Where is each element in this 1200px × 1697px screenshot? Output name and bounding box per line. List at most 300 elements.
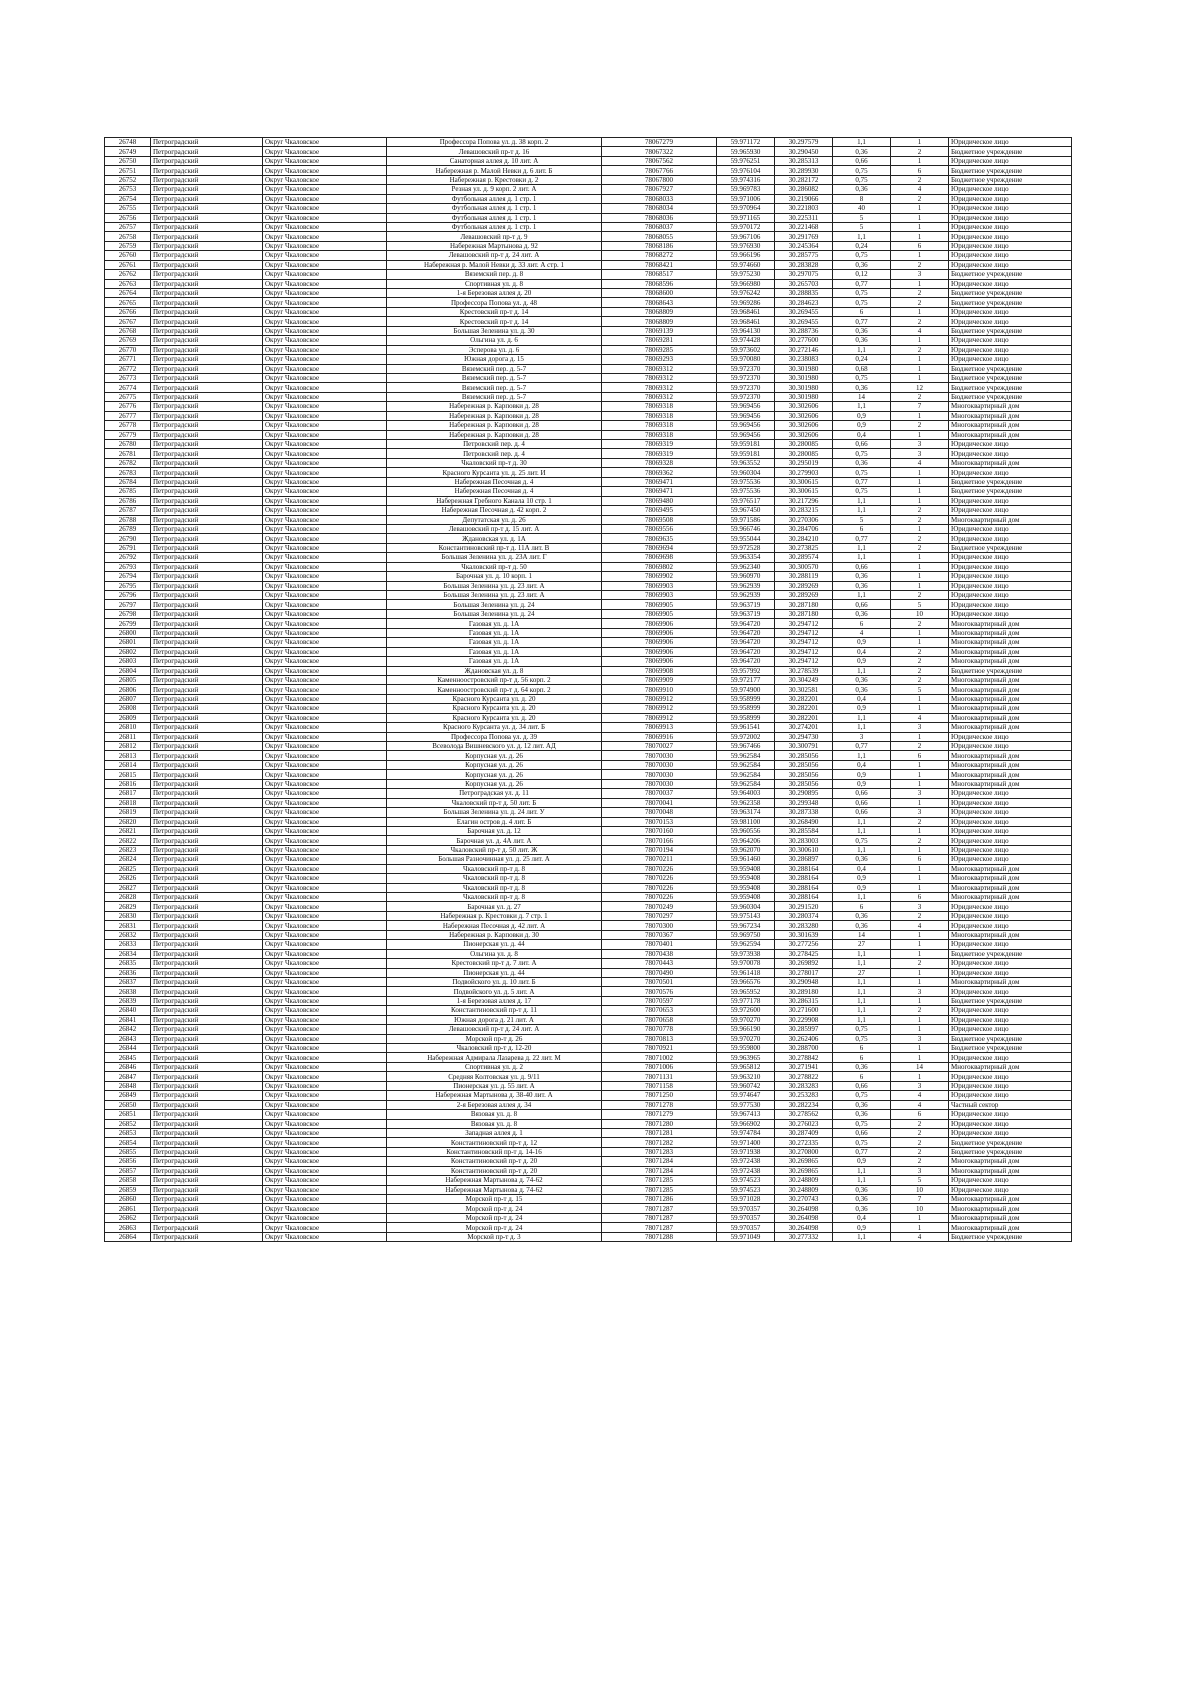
cell-address: Большая Зеленина ул. д. 23 лит. А — [387, 581, 602, 590]
cell-municipal-okrug: Округ Чкаловское — [263, 1147, 387, 1156]
cell-district: Петроградский — [151, 836, 263, 845]
cell-quantity: 1 — [891, 826, 949, 835]
cell-latitude: 59.963210 — [717, 1072, 775, 1081]
cell-owner-type: Юридическое лицо — [949, 345, 1072, 354]
cell-row-number: 26840 — [105, 1006, 151, 1015]
cell-quantity: 1 — [891, 1223, 949, 1232]
cell-quantity: 1 — [891, 251, 949, 260]
cell-longitude: 30.286315 — [775, 996, 833, 1005]
cell-object-code: 78069906 — [602, 638, 717, 647]
table-row — [105, 930, 1072, 939]
cell-owner-type: Юридическое лицо — [949, 968, 1072, 977]
cell-object-code: 78070249 — [602, 902, 717, 911]
cell-address: Крестовский пр-т д. 7 лит. А — [387, 959, 602, 968]
cell-owner-type: Юридическое лицо — [949, 742, 1072, 751]
cell-volume: 0,4 — [833, 694, 891, 703]
cell-owner-type: Многоквартирный дом — [949, 723, 1072, 732]
cell-row-number: 26783 — [105, 468, 151, 477]
table-row — [105, 1062, 1072, 1071]
cell-address: Морской пр-т д. 24 — [387, 1223, 602, 1232]
table-row — [105, 1195, 1072, 1204]
cell-volume: 6 — [833, 524, 891, 533]
cell-district: Петроградский — [151, 138, 263, 147]
cell-object-code: 78068596 — [602, 279, 717, 288]
cell-volume: 0,75 — [833, 1025, 891, 1034]
cell-district: Петроградский — [151, 449, 263, 458]
cell-longitude: 30.285056 — [775, 751, 833, 760]
table-row — [105, 147, 1072, 156]
cell-latitude: 59.962939 — [717, 591, 775, 600]
cell-quantity: 2 — [891, 666, 949, 675]
cell-quantity: 4 — [891, 921, 949, 930]
cell-address: Большая Зеленина ул. д. 30 — [387, 326, 602, 335]
cell-latitude: 59.972528 — [717, 543, 775, 552]
cell-district: Петроградский — [151, 1185, 263, 1194]
table-row — [105, 893, 1072, 902]
cell-row-number: 26816 — [105, 779, 151, 788]
cell-address: Чкаловский пр-т д. 50 лит. Ж — [387, 845, 602, 854]
cell-object-code: 78071284 — [602, 1166, 717, 1175]
cell-owner-type: Бюджетное учреждение — [949, 298, 1072, 307]
cell-quantity: 4 — [891, 185, 949, 194]
cell-latitude: 59.970078 — [717, 959, 775, 968]
cell-quantity: 1 — [891, 798, 949, 807]
cell-longitude: 30.297579 — [775, 138, 833, 147]
cell-address: Футбольная аллея д. 1 стр. 1 — [387, 204, 602, 213]
cell-district: Петроградский — [151, 430, 263, 439]
cell-address: Чкаловский пр-т д. 50 лит. Б — [387, 798, 602, 807]
cell-municipal-okrug: Округ Чкаловское — [263, 1025, 387, 1034]
cell-quantity: 1 — [891, 732, 949, 741]
cell-latitude: 59.959408 — [717, 874, 775, 883]
cell-row-number: 26775 — [105, 392, 151, 401]
cell-longitude: 30.285584 — [775, 826, 833, 835]
cell-longitude: 30.300615 — [775, 487, 833, 496]
cell-longitude: 30.217296 — [775, 496, 833, 505]
cell-object-code: 78069318 — [602, 430, 717, 439]
cell-owner-type: Юридическое лицо — [949, 185, 1072, 194]
cell-latitude: 59.966576 — [717, 977, 775, 986]
cell-owner-type: Бюджетное учреждение — [949, 949, 1072, 958]
cell-longitude: 30.294730 — [775, 732, 833, 741]
cell-volume: 0,36 — [833, 1204, 891, 1213]
cell-address: Левашовский пр-т д. 15 лит. А — [387, 524, 602, 533]
cell-address: Пионерская ул. д. 44 — [387, 940, 602, 949]
cell-owner-type: Юридическое лицо — [949, 156, 1072, 165]
cell-quantity: 5 — [891, 685, 949, 694]
cell-owner-type: Многоквартирный дом — [949, 704, 1072, 713]
cell-owner-type: Многоквартирный дом — [949, 694, 1072, 703]
cell-municipal-okrug: Округ Чкаловское — [263, 638, 387, 647]
cell-row-number: 26761 — [105, 260, 151, 269]
cell-municipal-okrug: Округ Чкаловское — [263, 373, 387, 382]
cell-row-number: 26763 — [105, 279, 151, 288]
cell-latitude: 59.955044 — [717, 534, 775, 543]
cell-row-number: 26856 — [105, 1157, 151, 1166]
cell-row-number: 26820 — [105, 817, 151, 826]
cell-municipal-okrug: Округ Чкаловское — [263, 845, 387, 854]
cell-row-number: 26863 — [105, 1223, 151, 1232]
table-row — [105, 402, 1072, 411]
cell-district: Петроградский — [151, 543, 263, 552]
cell-municipal-okrug: Округ Чкаловское — [263, 194, 387, 203]
table-row — [105, 1072, 1072, 1081]
cell-row-number: 26817 — [105, 789, 151, 798]
cell-object-code: 78070297 — [602, 911, 717, 920]
cell-object-code: 78069903 — [602, 581, 717, 590]
cell-district: Петроградский — [151, 1100, 263, 1109]
cell-row-number: 26849 — [105, 1091, 151, 1100]
cell-municipal-okrug: Округ Чкаловское — [263, 289, 387, 298]
cell-quantity: 6 — [891, 166, 949, 175]
cell-latitude: 59.972002 — [717, 732, 775, 741]
cell-longitude: 30.269865 — [775, 1157, 833, 1166]
cell-row-number: 26807 — [105, 694, 151, 703]
cell-owner-type: Многоквартирный дом — [949, 883, 1072, 892]
cell-latitude: 59.972370 — [717, 373, 775, 382]
cell-object-code: 78069319 — [602, 440, 717, 449]
cell-object-code: 78069328 — [602, 458, 717, 467]
cell-owner-type: Юридическое лицо — [949, 317, 1072, 326]
cell-municipal-okrug: Округ Чкаловское — [263, 1185, 387, 1194]
cell-quantity: 2 — [891, 289, 949, 298]
cell-district: Петроградский — [151, 911, 263, 920]
cell-object-code: 78069802 — [602, 562, 717, 571]
table-row — [105, 826, 1072, 835]
table-row — [105, 628, 1072, 637]
cell-address: Константиновский пр-т д. 20 — [387, 1157, 602, 1166]
cell-volume: 0,36 — [833, 336, 891, 345]
cell-owner-type: Юридическое лицо — [949, 506, 1072, 515]
cell-volume: 1,1 — [833, 138, 891, 147]
cell-owner-type: Юридическое лицо — [949, 241, 1072, 250]
cell-district: Петроградский — [151, 355, 263, 364]
cell-object-code: 78071131 — [602, 1072, 717, 1081]
cell-longitude: 30.301980 — [775, 383, 833, 392]
cell-quantity: 2 — [891, 1128, 949, 1137]
cell-object-code: 78070813 — [602, 1034, 717, 1043]
cell-latitude: 59.972370 — [717, 383, 775, 392]
cell-owner-type: Юридическое лицо — [949, 1025, 1072, 1034]
cell-district: Петроградский — [151, 175, 263, 184]
cell-latitude: 59.976251 — [717, 156, 775, 165]
cell-owner-type: Бюджетное учреждение — [949, 383, 1072, 392]
table-row — [105, 458, 1072, 467]
cell-district: Петроградский — [151, 534, 263, 543]
cell-address: Депутатская ул. д. 26 — [387, 515, 602, 524]
cell-district: Петроградский — [151, 1138, 263, 1147]
cell-row-number: 26748 — [105, 138, 151, 147]
cell-address: Красного Курсанта ул. д. 20 — [387, 694, 602, 703]
cell-district: Петроградский — [151, 232, 263, 241]
cell-volume: 6 — [833, 1044, 891, 1053]
cell-address: Корпусная ул. д. 26 — [387, 751, 602, 760]
cell-quantity: 5 — [891, 600, 949, 609]
cell-owner-type: Бюджетное учреждение — [949, 147, 1072, 156]
cell-object-code: 78071281 — [602, 1128, 717, 1137]
cell-district: Петроградский — [151, 760, 263, 769]
cell-longitude: 30.248809 — [775, 1176, 833, 1185]
cell-district: Петроградский — [151, 1147, 263, 1156]
cell-municipal-okrug: Округ Чкаловское — [263, 657, 387, 666]
cell-quantity: 3 — [891, 987, 949, 996]
cell-row-number: 26850 — [105, 1100, 151, 1109]
cell-municipal-okrug: Округ Чкаловское — [263, 232, 387, 241]
cell-municipal-okrug: Округ Чкаловское — [263, 411, 387, 420]
cell-object-code: 78070037 — [602, 789, 717, 798]
cell-quantity: 6 — [891, 855, 949, 864]
cell-longitude: 30.269455 — [775, 307, 833, 316]
table-row — [105, 553, 1072, 562]
cell-object-code: 78069912 — [602, 694, 717, 703]
cell-object-code: 78069905 — [602, 609, 717, 618]
cell-quantity: 2 — [891, 619, 949, 628]
cell-row-number: 26800 — [105, 628, 151, 637]
table-row — [105, 845, 1072, 854]
cell-district: Петроградский — [151, 1053, 263, 1062]
cell-owner-type: Юридическое лицо — [949, 1128, 1072, 1137]
cell-address: Вяземский пер. д. 5-7 — [387, 364, 602, 373]
cell-municipal-okrug: Округ Чкаловское — [263, 996, 387, 1005]
cell-address: Набережная Песочная д. 4 — [387, 487, 602, 496]
table-row — [105, 138, 1072, 147]
cell-latitude: 59.970964 — [717, 204, 775, 213]
cell-latitude: 59.960304 — [717, 902, 775, 911]
cell-latitude: 59.966190 — [717, 1025, 775, 1034]
cell-object-code: 78069905 — [602, 600, 717, 609]
cell-row-number: 26802 — [105, 647, 151, 656]
cell-district: Петроградский — [151, 1166, 263, 1175]
cell-municipal-okrug: Округ Чкаловское — [263, 534, 387, 543]
cell-longitude: 30.304249 — [775, 675, 833, 684]
cell-owner-type: Юридическое лицо — [949, 222, 1072, 231]
cell-district: Петроградский — [151, 194, 263, 203]
cell-row-number: 26812 — [105, 742, 151, 751]
cell-volume: 0,77 — [833, 279, 891, 288]
cell-object-code: 78071286 — [602, 1195, 717, 1204]
cell-quantity: 4 — [891, 458, 949, 467]
cell-district: Петроградский — [151, 1006, 263, 1015]
cell-address: Чкаловский пр-т д. 8 — [387, 883, 602, 892]
cell-owner-type: Юридическое лицо — [949, 1091, 1072, 1100]
cell-volume: 5 — [833, 222, 891, 231]
cell-quantity: 14 — [891, 1062, 949, 1071]
cell-address: Большая Зеленина ул. д. 23 лит. А — [387, 591, 602, 600]
cell-longitude: 30.294712 — [775, 638, 833, 647]
cell-volume: 0,75 — [833, 175, 891, 184]
cell-row-number: 26760 — [105, 251, 151, 260]
cell-address: Ждановская ул. д. 8 — [387, 666, 602, 675]
cell-quantity: 1 — [891, 336, 949, 345]
cell-municipal-okrug: Округ Чкаловское — [263, 666, 387, 675]
cell-row-number: 26860 — [105, 1195, 151, 1204]
cell-object-code: 78067562 — [602, 156, 717, 165]
cell-object-code: 78069508 — [602, 515, 717, 524]
cell-row-number: 26767 — [105, 317, 151, 326]
cell-municipal-okrug: Округ Чкаловское — [263, 1166, 387, 1175]
cell-address: Ольгина ул. д. 6 — [387, 336, 602, 345]
cell-quantity: 1 — [891, 628, 949, 637]
cell-district: Петроградский — [151, 675, 263, 684]
cell-latitude: 59.963719 — [717, 600, 775, 609]
cell-district: Петроградский — [151, 383, 263, 392]
cell-longitude: 30.269892 — [775, 959, 833, 968]
cell-volume: 1,1 — [833, 987, 891, 996]
cell-address: Набережная Песочная д. 42 корп. 2 — [387, 506, 602, 515]
cell-owner-type: Юридическое лицо — [949, 591, 1072, 600]
cell-owner-type: Юридическое лицо — [949, 213, 1072, 222]
cell-volume: 0,75 — [833, 836, 891, 845]
cell-latitude: 59.966902 — [717, 1119, 775, 1128]
cell-owner-type: Юридическое лицо — [949, 232, 1072, 241]
cell-row-number: 26845 — [105, 1053, 151, 1062]
cell-address: Елагин остров д. 4 лит. Б — [387, 817, 602, 826]
cell-owner-type: Бюджетное учреждение — [949, 1147, 1072, 1156]
cell-owner-type: Многоквартирный дом — [949, 1166, 1072, 1175]
cell-municipal-okrug: Округ Чкаловское — [263, 949, 387, 958]
cell-longitude: 30.289269 — [775, 591, 833, 600]
cell-latitude: 59.962358 — [717, 798, 775, 807]
cell-latitude: 59.971006 — [717, 194, 775, 203]
cell-address: Набережная р. Карповки д. 28 — [387, 421, 602, 430]
cell-latitude: 59.972370 — [717, 364, 775, 373]
cell-owner-type: Юридическое лицо — [949, 987, 1072, 996]
cell-longitude: 30.290948 — [775, 977, 833, 986]
table-row — [105, 524, 1072, 533]
cell-row-number: 26765 — [105, 298, 151, 307]
cell-address: Вяземский пер. д. 8 — [387, 270, 602, 279]
cell-longitude: 30.277256 — [775, 940, 833, 949]
cell-district: Петроградский — [151, 222, 263, 231]
cell-longitude: 30.284210 — [775, 534, 833, 543]
cell-row-number: 26750 — [105, 156, 151, 165]
cell-object-code: 78070226 — [602, 893, 717, 902]
table-row — [105, 591, 1072, 600]
cell-district: Петроградский — [151, 1119, 263, 1128]
cell-row-number: 26826 — [105, 874, 151, 883]
cell-volume: 0,36 — [833, 326, 891, 335]
cell-quantity: 3 — [891, 789, 949, 798]
cell-longitude: 30.302581 — [775, 685, 833, 694]
cell-district: Петроградский — [151, 553, 263, 562]
cell-row-number: 26754 — [105, 194, 151, 203]
cell-district: Петроградский — [151, 487, 263, 496]
cell-municipal-okrug: Округ Чкаловское — [263, 1195, 387, 1204]
cell-row-number: 26853 — [105, 1128, 151, 1137]
cell-municipal-okrug: Округ Чкаловское — [263, 968, 387, 977]
cell-row-number: 26843 — [105, 1034, 151, 1043]
cell-municipal-okrug: Округ Чкаловское — [263, 628, 387, 637]
cell-municipal-okrug: Округ Чкаловское — [263, 440, 387, 449]
cell-district: Петроградский — [151, 864, 263, 873]
cell-longitude: 30.285997 — [775, 1025, 833, 1034]
cell-longitude: 30.300791 — [775, 742, 833, 751]
table-row — [105, 808, 1072, 817]
cell-address: Большая Зеленина ул. д. 24 — [387, 609, 602, 618]
cell-quantity: 2 — [891, 1157, 949, 1166]
cell-longitude: 30.219066 — [775, 194, 833, 203]
cell-object-code: 78071158 — [602, 1081, 717, 1090]
cell-object-code: 78069909 — [602, 675, 717, 684]
cell-longitude: 30.300615 — [775, 477, 833, 486]
cell-object-code: 78071006 — [602, 1062, 717, 1071]
cell-row-number: 26818 — [105, 798, 151, 807]
cell-volume: 40 — [833, 204, 891, 213]
cell-address: Набережная Мартынова д. 74-62 — [387, 1176, 602, 1185]
table-row — [105, 949, 1072, 958]
cell-row-number: 26858 — [105, 1176, 151, 1185]
cell-municipal-okrug: Округ Чкаловское — [263, 156, 387, 165]
cell-row-number: 26833 — [105, 940, 151, 949]
cell-address: Барочная ул. д. 27 — [387, 902, 602, 911]
cell-longitude: 30.282201 — [775, 704, 833, 713]
cell-quantity: 1 — [891, 760, 949, 769]
cell-latitude: 59.959408 — [717, 864, 775, 873]
table-row — [105, 855, 1072, 864]
cell-row-number: 26780 — [105, 440, 151, 449]
cell-volume: 1,1 — [833, 232, 891, 241]
cell-latitude: 59.974428 — [717, 336, 775, 345]
cell-latitude: 59.960970 — [717, 572, 775, 581]
cell-quantity: 3 — [891, 1034, 949, 1043]
table-row — [105, 430, 1072, 439]
cell-volume: 0,9 — [833, 704, 891, 713]
table-row — [105, 156, 1072, 165]
table-row — [105, 638, 1072, 647]
cell-object-code: 78071285 — [602, 1176, 717, 1185]
table-row — [105, 260, 1072, 269]
cell-row-number: 26773 — [105, 373, 151, 382]
cell-row-number: 26815 — [105, 770, 151, 779]
cell-latitude: 59.970080 — [717, 355, 775, 364]
cell-owner-type: Юридическое лицо — [949, 817, 1072, 826]
cell-municipal-okrug: Округ Чкаловское — [263, 911, 387, 920]
cell-district: Петроградский — [151, 260, 263, 269]
cell-latitude: 59.962340 — [717, 562, 775, 571]
cell-volume: 0,75 — [833, 1119, 891, 1128]
cell-district: Петроградский — [151, 279, 263, 288]
cell-address: Вязовая ул. д. 8 — [387, 1110, 602, 1119]
table-row — [105, 543, 1072, 552]
cell-object-code: 78069916 — [602, 732, 717, 741]
cell-object-code: 78069281 — [602, 336, 717, 345]
cell-volume: 0,75 — [833, 1034, 891, 1043]
cell-longitude: 30.268490 — [775, 817, 833, 826]
cell-row-number: 26805 — [105, 675, 151, 684]
cell-volume: 0,66 — [833, 1081, 891, 1090]
cell-district: Петроградский — [151, 1091, 263, 1100]
cell-longitude: 30.302606 — [775, 402, 833, 411]
cell-volume: 0,36 — [833, 685, 891, 694]
cell-volume: 0,9 — [833, 411, 891, 420]
cell-volume: 1,1 — [833, 591, 891, 600]
cell-object-code: 78069471 — [602, 487, 717, 496]
cell-address: Вяземский пер. д. 5-7 — [387, 392, 602, 401]
cell-longitude: 30.277600 — [775, 336, 833, 345]
cell-volume: 0,36 — [833, 675, 891, 684]
cell-address: Морской пр-т д. 24 — [387, 1204, 602, 1213]
cell-municipal-okrug: Округ Чкаловское — [263, 864, 387, 873]
cell-object-code: 78070030 — [602, 779, 717, 788]
cell-object-code: 78068036 — [602, 213, 717, 222]
table-row — [105, 279, 1072, 288]
cell-volume: 0,75 — [833, 487, 891, 496]
cell-quantity: 6 — [891, 893, 949, 902]
cell-volume: 0,4 — [833, 864, 891, 873]
cell-address: Набережная Мартынова д. 74-62 — [387, 1185, 602, 1194]
cell-municipal-okrug: Округ Чкаловское — [263, 685, 387, 694]
cell-row-number: 26852 — [105, 1119, 151, 1128]
